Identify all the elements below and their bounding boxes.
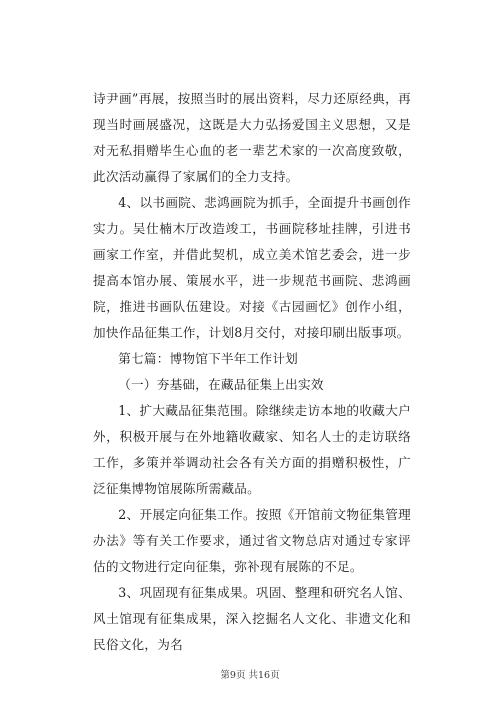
page-footer: 第9页 共16页	[220, 670, 280, 681]
paragraph-continuation: 诗尹画”再展，按照当时的展出资料，尽力还原经典，再现当时画展盛况，这既是大力弘扬爱国主义思想，又是对无私捐赠毕生心血的老一辈艺术家的一次高度致敬，此次活动赢得了家属们的全力支持。	[93, 91, 411, 184]
paragraph-item-4: 4、以书画院、悲鸿画院为抓手，全面提升书画创作实力。吴仕楠木厅改造竣工，书画院移址挂牌，引进书画家工作室，并借此契机，成立美术馆艺委会，进一步提高本馆办展、策展水平，进一步规范书画院、悲鸿画院，推进书画队伍建设。对接《古园画忆》创作小组，加快作品征集工作，计划8月交付，对接印刷出版事项。	[93, 195, 411, 340]
section-heading: 第七篇：博物馆下半年工作计划	[118, 351, 298, 366]
paragraph-item-3: 3、巩固现有征集成果。巩固、整理和研究名人馆、风土馆现有征集成果，深入挖掘名人文化、非遗文化和民俗文化，为名	[93, 585, 411, 652]
paragraph-item-2: 2、开展定向征集工作。按照《开馆前文物征集管理办法》等有关工作要求，通过省文物总店对通过专家评估的文物进行定向征集，弥补现有展陈的不足。	[93, 507, 411, 574]
document-body	[93, 86, 411, 658]
subsection-heading: （一）夯基础，在藏品征集上出实效	[118, 377, 324, 392]
paragraph-item-1: 1、扩大藏品征集范围。除继续走访本地的收藏大户外，积极开展与在外地籍收藏家、知名人士的走访联络工作，多策并举调动社会各有关方面的捐赠积极性，广泛征集博物馆展陈所需藏品。	[93, 403, 411, 496]
